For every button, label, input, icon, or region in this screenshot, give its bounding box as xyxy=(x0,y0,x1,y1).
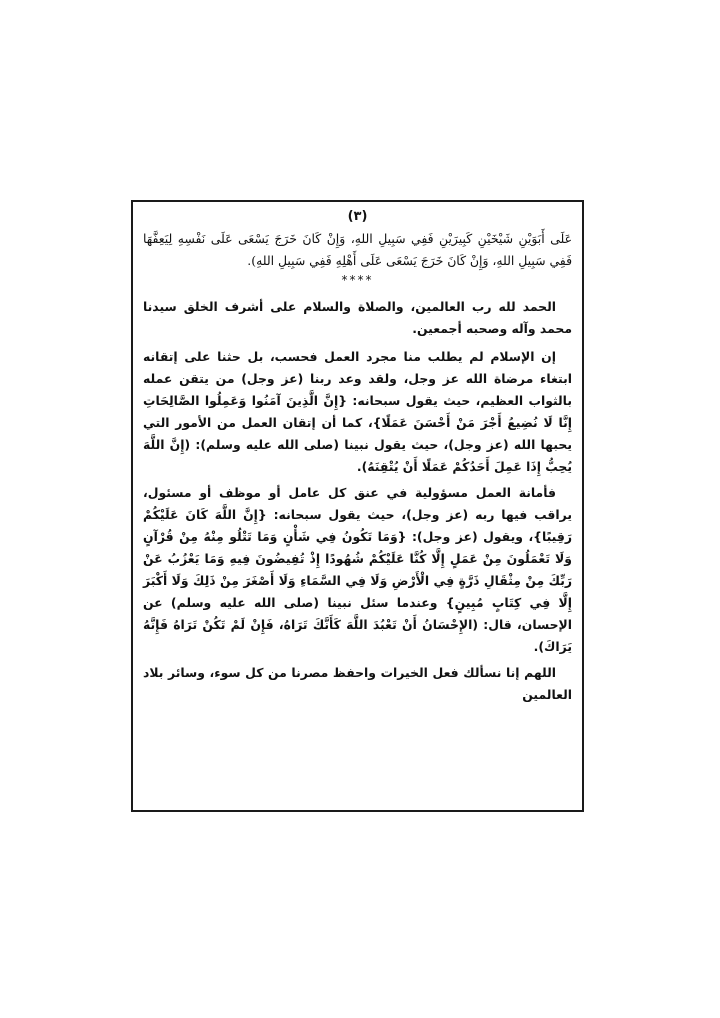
paragraph-work-trust: فأمانة العمل مسؤولية في عنق كل عامل أو موظف أو مسئول، يراقب فيها ربه (عز وجل)، حيث يقول سبحانه: {إِنَّ اللَّهَ كَانَ عَلَيْكُمْ رَقِيبًا}، ويقول (عز وجل): {وَمَا تَكُونُ فِي شَأْنٍ وَمَا تَتْلُو مِنْهُ مِنْ قُرْآنٍ وَلَا تَعْمَلُونَ مِنْ عَمَلٍ إِلَّا كُنَّا عَلَيْكُمْ شُهُودًا إِذْ تُفِيضُونَ فِيهِ وَمَا يَعْزُبُ عَنْ رَبِّكَ مِنْ مِثْقَالِ ذَرَّةٍ فِي الْأَرْضِ وَلَا فِي السَّمَاءِ وَلَا أَصْغَرَ مِنْ ذَلِكَ وَلَا أَكْبَرَ إِلَّا فِي كِتَابٍ مُبِينٍ} وعندما سئل نبينا (صلى الله عليه وسلم) عن الإحسان، قال: (الإِحْسَانُ أَنْ تَعْبُدَ اللَّهَ كَأَنَّكَ تَرَاهُ، فَإِنْ لَمْ تَكُنْ تَرَاهُ فَإِنَّهُ يَرَاكَ). xyxy=(143,485,572,654)
paragraph-praise: الحمد لله رب العالمين، والصلاة والسلام على أشرف الخلق سيدنا محمد وآله وصحبه أجمعين. xyxy=(143,299,572,336)
section-separator: **** xyxy=(341,273,374,287)
page-frame xyxy=(131,200,584,812)
paragraph-closing-prayer: اللهم إنا نسألك فعل الخيرات واحفظ مصرنا من كل سوء، وسائر بلاد العالمين xyxy=(143,665,572,702)
page-content xyxy=(143,208,572,710)
opening-hadith-text: عَلَى أَبَوَيْنِ شَيْخَيْنِ كَبِيرَيْنِ فَفِي سَبِيلِ اللهِ، وَإِنْ كَانَ خَرَجَ يَسْعَى عَلَى نَفْسِهِ لِيَعِفَّهَا فَفِي سَبِيلِ اللهِ، وَإِنْ كَانَ خَرَجَ يَسْعَى عَلَى أَهْلِهِ فَفِي سَبِيلِ اللهِ). xyxy=(143,231,572,268)
page-number: (٣) xyxy=(347,209,368,224)
paragraph-work-perfection: إن الإسلام لم يطلب منا مجرد العمل فحسب، بل حثنا على إتقانه ابتغاء مرضاة الله عز وجل، ولقد وعد ربنا (عز وجل) من يتقن عمله بالثواب العظيم، حيث يقول سبحانه: {إِنَّ الَّذِينَ آمَنُوا وَعَمِلُوا الصَّالِحَاتِ إِنَّا لَا نُضِيعُ أَجْرَ مَنْ أَحْسَنَ عَمَلًا}، كما أن إتقان العمل من الأمور التي يحبها الله (عز وجل)، حيث يقول نبينا (صلى الله عليه وسلم): (إِنَّ اللَّهَ يُحِبُّ إِذَا عَمِلَ أَحَدُكُمْ عَمَلًا أَنْ يُتْقِنَهُ). xyxy=(143,349,572,474)
